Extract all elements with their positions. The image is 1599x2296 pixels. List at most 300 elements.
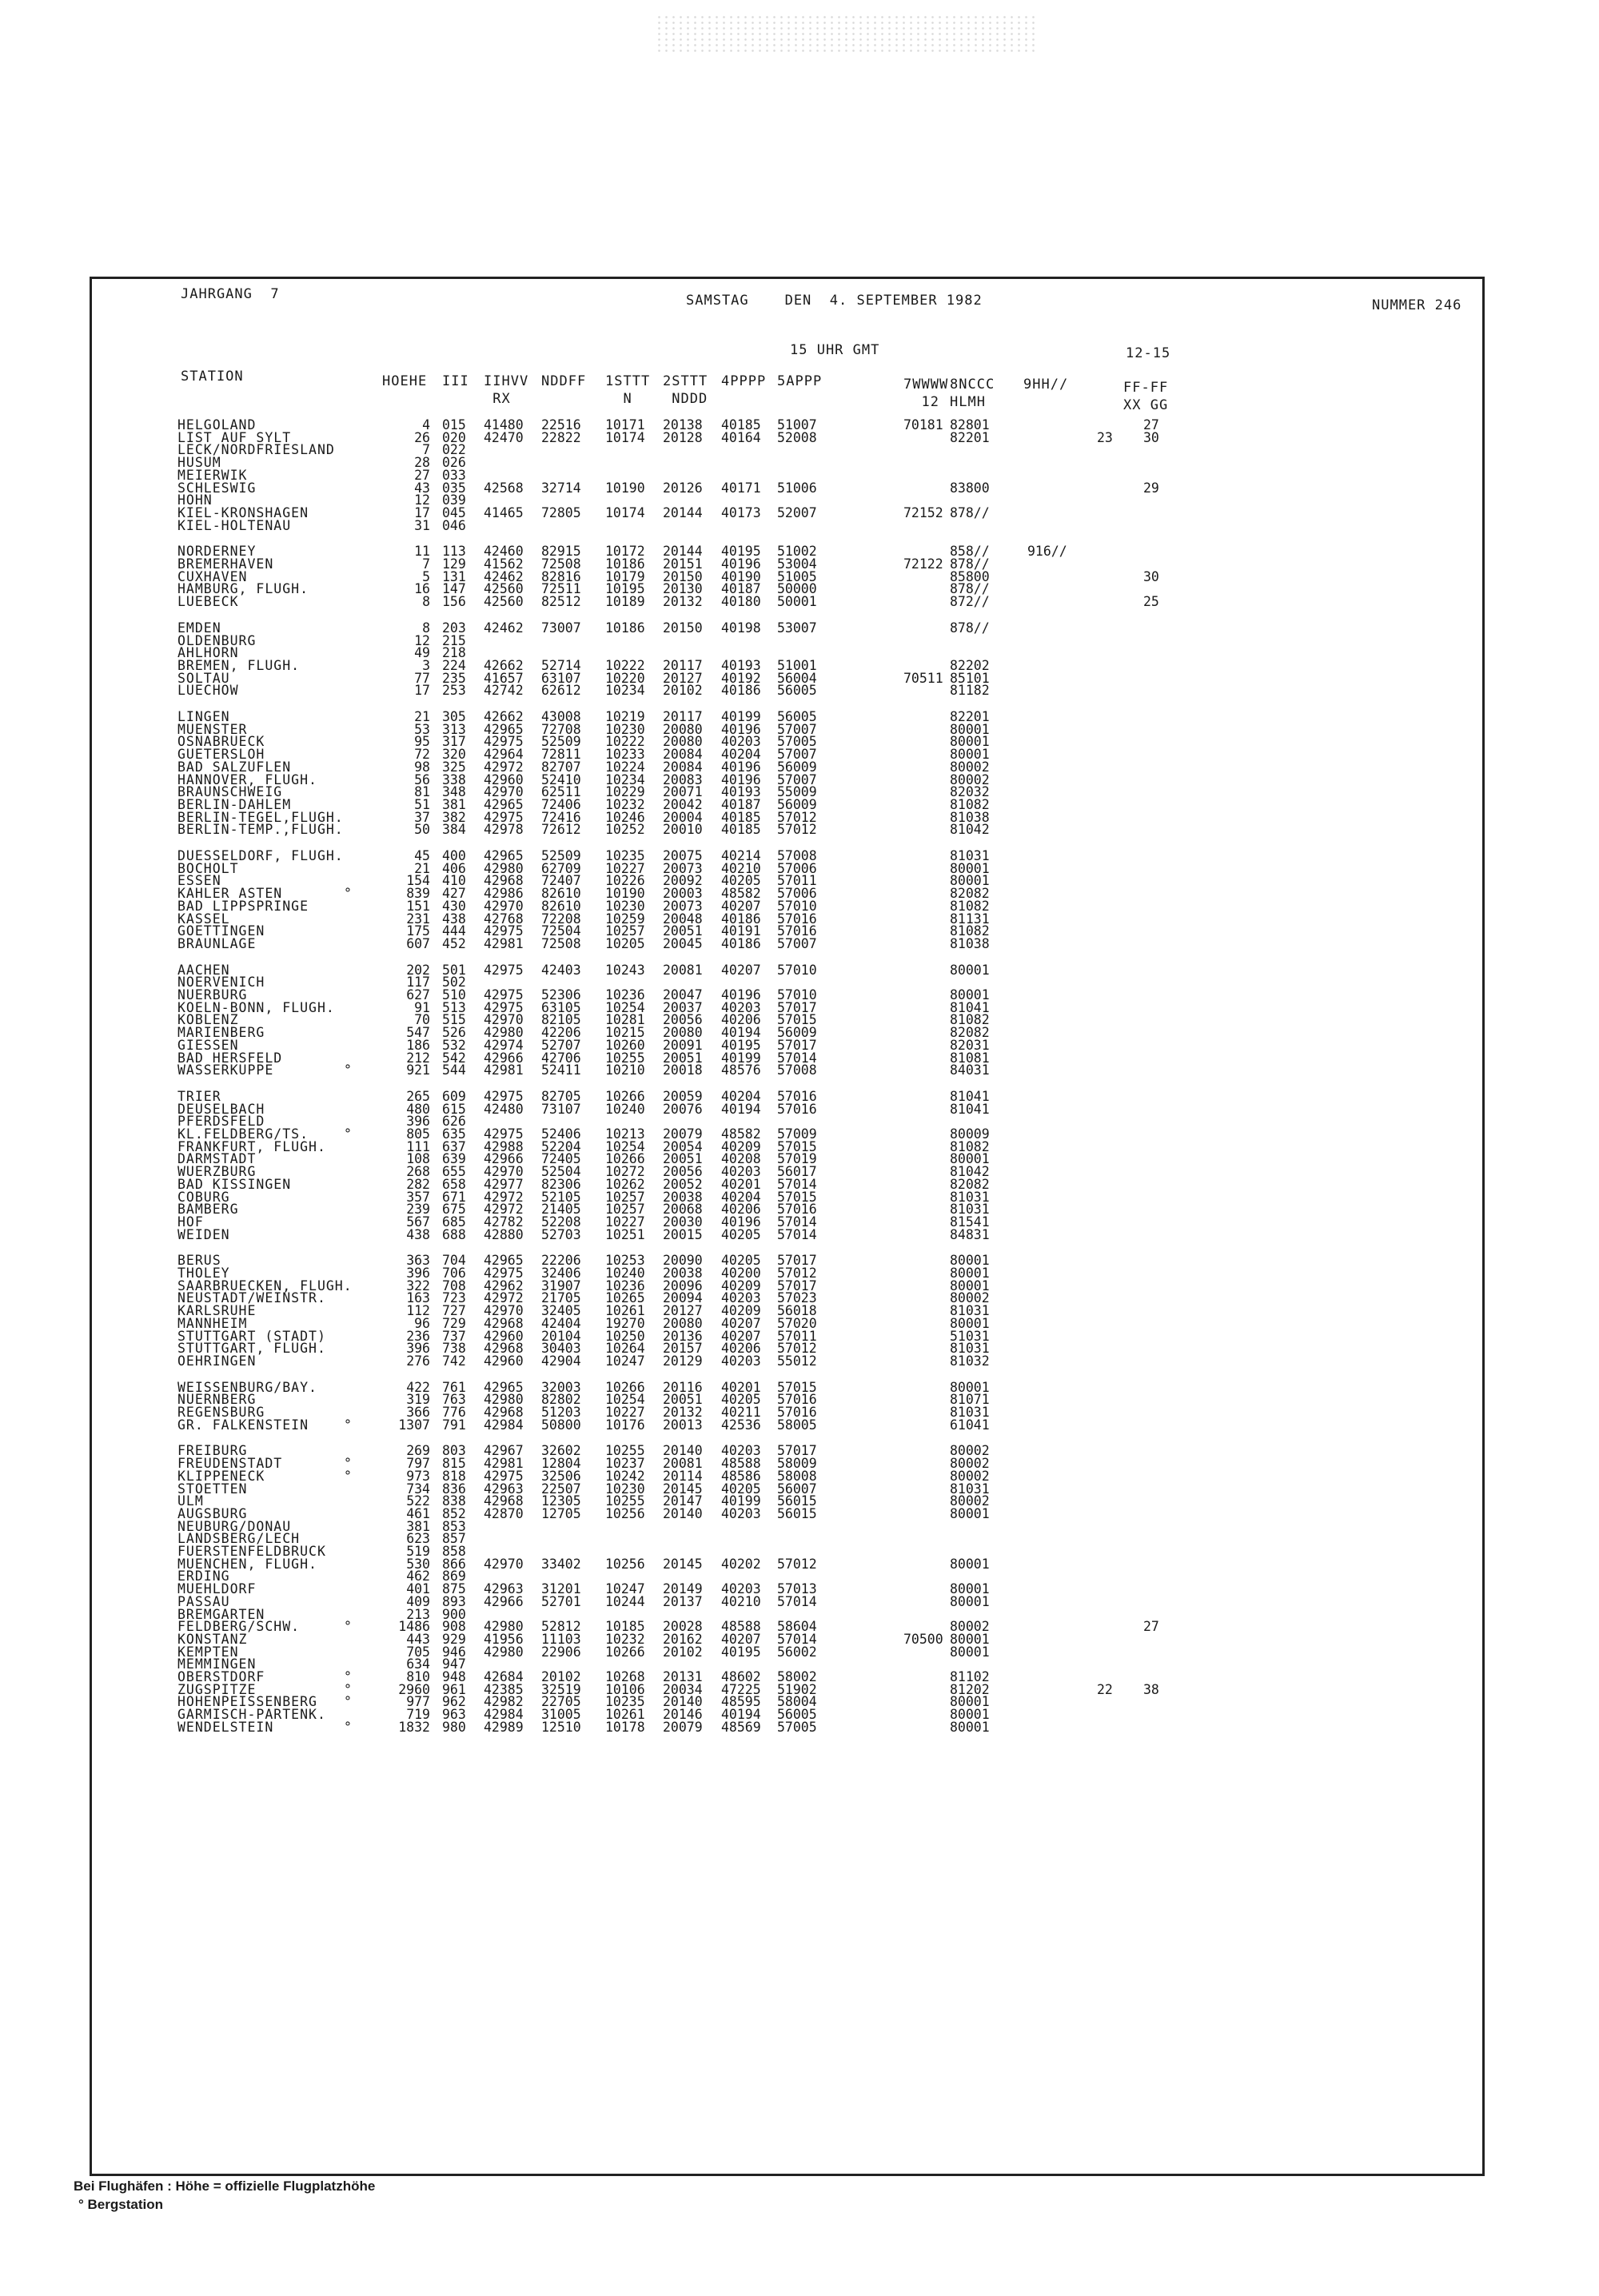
cell-ii: 42986 [484,886,524,901]
footnote-mountain: ° Bergstation [78,2197,163,2212]
cell-n: 81082 [950,797,990,812]
cell-iii: 838 [442,1493,466,1509]
cell-h: 117 [406,975,430,990]
cell-h: 4 [422,417,430,432]
cell-s2: 20129 [663,1353,703,1369]
cell-iii: 869 [442,1569,466,1584]
cell-h: 12 [414,633,430,648]
cell-p4: 40205 [721,1481,761,1497]
cell-s1: 10222 [605,734,645,749]
col-ff: FF-FF XX GG [1123,380,1169,413]
cell-iii: 131 [442,569,466,584]
cell-ii: 42975 [484,987,524,1003]
cell-nd: 42403 [541,963,581,978]
cell-n: 80001 [950,873,990,888]
table-row [0,594,1599,610]
cell-s2: 20080 [663,722,703,737]
cell-p5: 56018 [777,1303,817,1318]
cell-nd: 52406 [541,1126,581,1142]
cell-n: 81042 [950,822,990,837]
cell-s2: 20130 [663,581,703,596]
station-name: LANDSBERG/LECH [177,1531,301,1546]
cell-s1: 10256 [605,1506,645,1521]
station-name: NORDERNEY [177,544,257,559]
cell-p4: 40186 [721,911,761,927]
cell-ii: 42975 [484,1266,524,1281]
cell-nd: 20102 [541,1669,581,1684]
cell-nd: 50800 [541,1417,581,1433]
cell-ii: 42965 [484,722,524,737]
cell-h: 95 [414,734,430,749]
cell-ii: 42970 [484,784,524,799]
cell-r3: 30 [1143,430,1159,445]
station-name: FREUDENSTADT [177,1456,283,1471]
cell-s2: 20054 [663,1139,703,1154]
cell-p4: 40203 [721,1353,761,1369]
col-7wwww: 7WWWW 12 [903,377,949,410]
cell-h: 409 [406,1594,430,1609]
cell-h: 276 [406,1353,430,1369]
cell-iii: 706 [442,1266,466,1281]
cell-h: 366 [406,1405,430,1420]
cell-s2: 20114 [663,1469,703,1484]
cell-p5: 57015 [777,1190,817,1205]
station-name: THOLEY [177,1266,230,1281]
cell-n: 81031 [950,1481,990,1497]
cell-p4: 40203 [721,1164,761,1179]
cell-p5: 57014 [777,1050,817,1066]
station-name: TRIER [177,1089,221,1104]
cell-n: 81038 [950,936,990,951]
cell-s2: 20116 [663,1380,703,1395]
cell-p4: 40190 [721,569,761,584]
cell-h: 265 [406,1089,430,1104]
station-name: HOF [177,1214,204,1230]
cell-s2: 20145 [663,1557,703,1572]
cell-s2: 20047 [663,987,703,1003]
cell-nd: 22206 [541,1253,581,1268]
cell-nd: 52504 [541,1164,581,1179]
station-name: BOCHOLT [177,861,239,876]
cell-p5: 50001 [777,594,817,609]
mountain-marker: ° [344,1694,352,1709]
cell-h: 26 [414,430,430,445]
cell-nd: 43008 [541,709,581,724]
cell-p5: 57008 [777,1062,817,1078]
cell-p5: 56009 [777,797,817,812]
station-name: DARMSTADT [177,1151,257,1166]
cell-n: 81041 [950,1102,990,1117]
cell-s2: 20028 [663,1619,703,1634]
cell-iii: 671 [442,1190,466,1205]
cell-h: 810 [406,1669,430,1684]
cell-iii: 962 [442,1694,466,1709]
cell-s1: 10219 [605,709,645,724]
cell-nd: 30403 [541,1341,581,1356]
cell-s2: 20091 [663,1038,703,1053]
station-name: CUXHAVEN [177,569,248,584]
cell-h: 186 [406,1038,430,1053]
cell-h: 462 [406,1569,430,1584]
cell-nd: 32406 [541,1266,581,1281]
cell-p5: 57016 [777,911,817,927]
cell-ii: 42984 [484,1707,524,1722]
cell-s1: 10259 [605,911,645,927]
cell-s1: 10224 [605,759,645,775]
cell-nd: 72708 [541,722,581,737]
station-name: BERUS [177,1253,221,1268]
table-row [0,936,1599,952]
cell-h: 28 [414,455,430,470]
cell-p4: 40196 [721,556,761,572]
cell-s2: 20013 [663,1417,703,1433]
cell-s1: 10254 [605,1392,645,1407]
cell-h: 45 [414,848,430,863]
cell-ii: 42880 [484,1227,524,1242]
cell-s2: 20004 [663,810,703,825]
cell-n: 80001 [950,1632,990,1647]
cell-ii: 42782 [484,1214,524,1230]
cell-ii: 42968 [484,873,524,888]
cell-s2: 20059 [663,1089,703,1104]
cell-iii: 039 [442,492,466,508]
cell-p5: 57017 [777,1000,817,1015]
station-name: BAMBERG [177,1202,239,1217]
mountain-marker: ° [344,1062,352,1078]
cell-h: 49 [414,645,430,660]
cell-n: 872// [950,594,990,609]
cell-p5: 58604 [777,1619,817,1634]
cell-p4: 40206 [721,1202,761,1217]
cell-nd: 72406 [541,797,581,812]
cell-s1: 10265 [605,1290,645,1305]
station-name: WENDELSTEIN [177,1720,274,1735]
cell-n: 81041 [950,1089,990,1104]
cell-h: 236 [406,1329,430,1344]
cell-s1: 10178 [605,1720,645,1735]
cell-n: 80001 [950,1594,990,1609]
cell-p4: 40203 [721,1581,761,1596]
cell-n: 81031 [950,848,990,863]
cell-ii: 42966 [484,1594,524,1609]
cell-ii: 42981 [484,1062,524,1078]
table-row [0,1720,1599,1736]
cell-n: 80001 [950,1278,990,1293]
cell-p5: 52008 [777,430,817,445]
cell-nd: 63105 [541,1000,581,1015]
cell-s1: 10234 [605,683,645,698]
cell-h: 72 [414,747,430,762]
cell-s1: 10186 [605,620,645,636]
station-name: HUSUM [177,455,221,470]
cell-p5: 52007 [777,505,817,520]
cell-h: 17 [414,505,430,520]
cell-p5: 56009 [777,759,817,775]
cell-p5: 57015 [777,1139,817,1154]
cell-n: 80002 [950,772,990,787]
cell-iii: 723 [442,1290,466,1305]
mountain-marker: ° [344,1417,352,1433]
col-5appp: 5APPP [777,373,823,389]
cell-s1: 10176 [605,1417,645,1433]
cell-iii: 510 [442,987,466,1003]
cell-p5: 57010 [777,987,817,1003]
cell-p5: 58008 [777,1469,817,1484]
cell-s1: 10230 [605,722,645,737]
cell-s2: 20068 [663,1202,703,1217]
cell-s1: 10226 [605,873,645,888]
cell-s1: 10227 [605,1214,645,1230]
cell-nd: 82705 [541,1089,581,1104]
cell-p5: 57007 [777,772,817,787]
cell-iii: 815 [442,1456,466,1471]
cell-p5: 50000 [777,581,817,596]
station-name: ESSEN [177,873,221,888]
cell-n: 81031 [950,1202,990,1217]
station-name: MARIENBERG [177,1025,265,1040]
cell-nd: 72805 [541,505,581,520]
cell-iii: 763 [442,1392,466,1407]
cell-iii: 729 [442,1316,466,1331]
cell-ii: 42970 [484,1557,524,1572]
cell-nd: 72208 [541,911,581,927]
station-name: BERLIN-DAHLEM [177,797,292,812]
table-row [0,1062,1599,1078]
cell-h: 519 [406,1544,430,1559]
cell-iii: 406 [442,861,466,876]
cell-ii: 42480 [484,1102,524,1117]
cell-s2: 20140 [663,1506,703,1521]
station-name: KLIPPENECK [177,1469,265,1484]
cell-s2: 20010 [663,822,703,837]
cell-s1: 10237 [605,1456,645,1471]
cell-n: 84031 [950,1062,990,1078]
cell-n: 81038 [950,810,990,825]
col-nddff: NDDFF [541,373,587,389]
cell-nd: 12510 [541,1720,581,1735]
cell-h: 396 [406,1114,430,1129]
cell-iii: 866 [442,1557,466,1572]
cell-iii: 737 [442,1329,466,1344]
cell-p5: 58009 [777,1456,817,1471]
cell-p4: 40185 [721,417,761,432]
cell-n: 81032 [950,1353,990,1369]
station-name: KARLSRUHE [177,1303,257,1318]
cell-p5: 57005 [777,734,817,749]
cell-n: 80001 [950,1316,990,1331]
cell-p5: 51005 [777,569,817,584]
cell-nd: 72612 [541,822,581,837]
cell-iii: 313 [442,722,466,737]
cell-h: 607 [406,936,430,951]
footnote-airports: Bei Flughäfen : Höhe = offizielle Flugplatzhöhe [74,2178,376,2194]
cell-p5: 57012 [777,1341,817,1356]
cell-ii: 42980 [484,1644,524,1660]
cell-n: 80001 [950,963,990,978]
cell-n: 878// [950,556,990,572]
station-name: NEUBURG/DONAU [177,1519,292,1534]
cell-h: 627 [406,987,430,1003]
cell-iii: 427 [442,886,466,901]
cell-h: 7 [422,442,430,457]
cell-nd: 52703 [541,1227,581,1242]
cell-iii: 742 [442,1353,466,1369]
cell-s1: 10230 [605,1481,645,1497]
cell-n: 81102 [950,1669,990,1684]
col-hoehe: HOEHE [382,373,428,389]
cell-iii: 020 [442,430,466,445]
cell-h: 81 [414,784,430,799]
cell-p5: 57008 [777,848,817,863]
cell-n: 80002 [950,1456,990,1471]
cell-ii: 42470 [484,430,524,445]
cell-ii: 42970 [484,1012,524,1027]
cell-iii: 685 [442,1214,466,1230]
cell-iii: 022 [442,442,466,457]
station-name: ZUGSPITZE [177,1682,257,1697]
cell-s1: 10255 [605,1050,645,1066]
cell-p4: 40203 [721,734,761,749]
cell-h: 381 [406,1519,430,1534]
cell-s2: 20090 [663,1253,703,1268]
cell-s2: 20051 [663,1050,703,1066]
cell-h: 108 [406,1151,430,1166]
cell-nd: 22705 [541,1694,581,1709]
cell-nd: 21405 [541,1202,581,1217]
station-name: GUETERSLOH [177,747,265,762]
cell-h: 319 [406,1392,430,1407]
cell-s1: 10172 [605,544,645,559]
cell-ii: 42965 [484,797,524,812]
cell-iii: 655 [442,1164,466,1179]
cell-p4: 40205 [721,1227,761,1242]
station-name: NUERNBERG [177,1392,257,1407]
cell-h: 51 [414,797,430,812]
col-station: STATION [181,369,244,385]
cell-s2: 20136 [663,1329,703,1344]
cell-iii: 452 [442,936,466,951]
cell-h: 16 [414,581,430,596]
col-4pppp: 4PPPP [721,373,767,389]
cell-s1: 10190 [605,886,645,901]
cell-n: 80001 [950,1253,990,1268]
cell-iii: 532 [442,1038,466,1053]
cell-p5: 57014 [777,1227,817,1242]
cell-n: 878// [950,620,990,636]
cell-p5: 58004 [777,1694,817,1709]
cell-s1: 10266 [605,1380,645,1395]
cell-ii: 41480 [484,417,524,432]
cell-n: 81541 [950,1214,990,1230]
cell-s1: 10281 [605,1012,645,1027]
station-name: BREMERHAVEN [177,556,274,572]
cell-ii: 42970 [484,899,524,914]
cell-n: 82202 [950,658,990,673]
cell-nd: 52204 [541,1139,581,1154]
table-row [0,683,1599,699]
cell-h: 151 [406,899,430,914]
cell-h: 705 [406,1644,430,1660]
cell-iii: 430 [442,899,466,914]
cell-h: 719 [406,1707,430,1722]
station-name: SAARBRUECKEN, FLUGH. [177,1278,353,1293]
cell-p5: 57007 [777,936,817,951]
cell-n: 81202 [950,1682,990,1697]
cell-s1: 10264 [605,1341,645,1356]
cell-ii: 42385 [484,1682,524,1697]
cell-h: 322 [406,1278,430,1293]
cell-p5: 57016 [777,1392,817,1407]
cell-iii: 410 [442,873,466,888]
cell-s1: 10260 [605,1038,645,1053]
station-name: HELGOLAND [177,417,257,432]
cell-s2: 20150 [663,620,703,636]
cell-p4: 40171 [721,480,761,496]
cell-p5: 55009 [777,784,817,799]
station-name: GOETTINGEN [177,923,265,939]
cell-nd: 82610 [541,886,581,901]
cell-s1: 10234 [605,772,645,787]
cell-h: 96 [414,1316,430,1331]
cell-w: 72122 [903,556,943,572]
cell-iii: 688 [442,1227,466,1242]
cell-h: 202 [406,963,430,978]
cell-iii: 857 [442,1531,466,1546]
cell-nd: 62709 [541,861,581,876]
station-name: MUENSTER [177,722,248,737]
cell-nd: 52509 [541,734,581,749]
cell-n: 80001 [950,1151,990,1166]
station-name: KOELN-BONN, FLUGH. [177,1000,335,1015]
cell-p5: 57012 [777,810,817,825]
cell-n: 80001 [950,1707,990,1722]
cell-p4: 40195 [721,1644,761,1660]
col-1sttt: 1STTT N [605,373,651,407]
cell-s1: 10252 [605,822,645,837]
cell-h: 239 [406,1202,430,1217]
cell-ii: 42975 [484,734,524,749]
cell-h: 839 [406,886,430,901]
cell-p4: 40186 [721,936,761,951]
station-name: FUERSTENFELDBRUCK [177,1544,326,1559]
cell-iii: 348 [442,784,466,799]
cell-p4: 48588 [721,1456,761,1471]
cell-h: 31 [414,518,430,533]
jahrgang-label: JAHRGANG 7 [181,286,280,302]
cell-iii: 129 [442,556,466,572]
cell-nd: 62511 [541,784,581,799]
cell-s2: 20144 [663,505,703,520]
cell-h: 112 [406,1303,430,1318]
cell-s2: 20131 [663,1669,703,1684]
cell-nd: 72508 [541,936,581,951]
cell-iii: 147 [442,581,466,596]
station-name: ERDING [177,1569,230,1584]
station-name: BRAUNSCHWEIG [177,784,283,799]
cell-s2: 20140 [663,1443,703,1458]
cell-s1: 10243 [605,963,645,978]
cell-h: 797 [406,1456,430,1471]
station-name: HANNOVER, FLUGH. [177,772,317,787]
cell-p4: 40196 [721,722,761,737]
cell-ii: 42963 [484,1581,524,1596]
cell-h: 567 [406,1214,430,1230]
cell-ii: 42965 [484,1253,524,1268]
cell-s2: 20037 [663,1000,703,1015]
cell-p4: 40198 [721,620,761,636]
cell-iii: 026 [442,455,466,470]
cell-nd: 52411 [541,1062,581,1078]
